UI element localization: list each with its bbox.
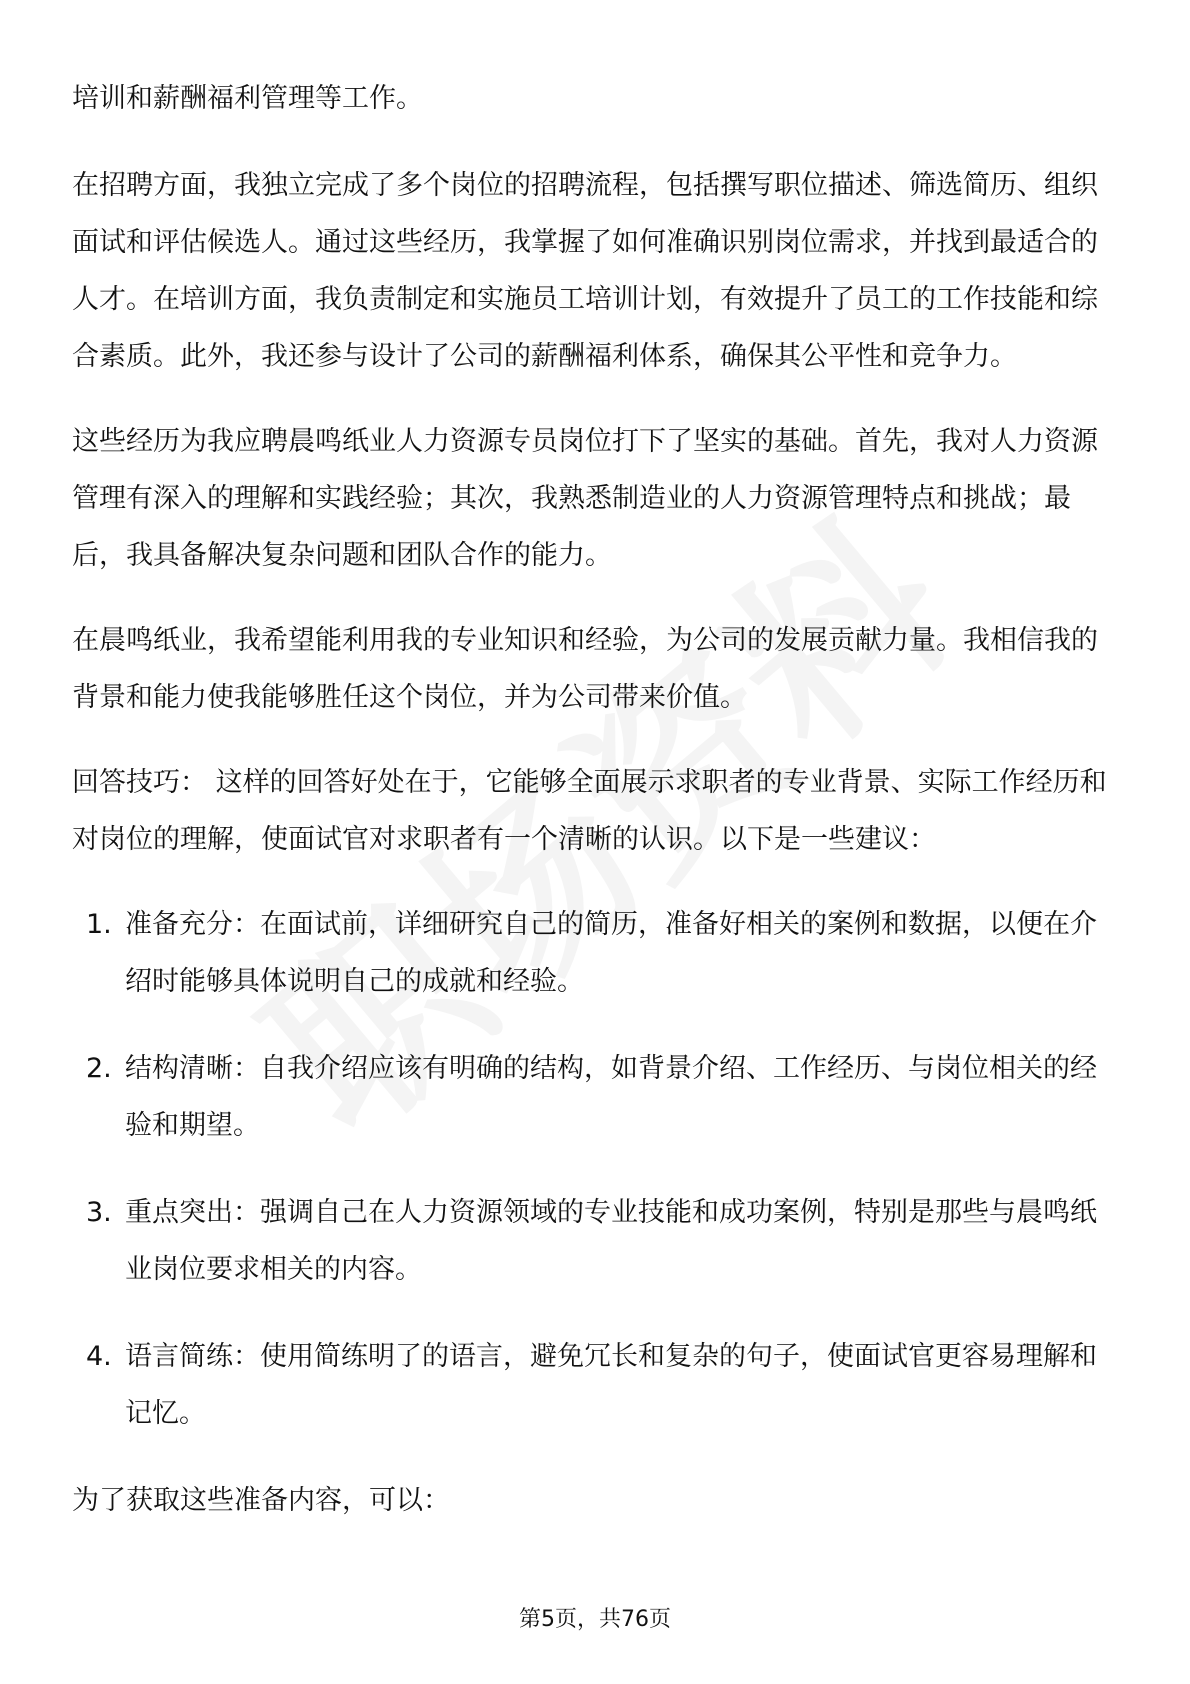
list-item: [72, 1328, 1122, 1442]
paragraph: 培训和薪酬福利管理等工作。: [72, 83, 423, 114]
list-item: [72, 896, 1122, 1010]
list-item-text: 重点突出：强调自己在人力资源领域的专业技能和成功案例，特别是那些与晨鸣纸业岗位要求相关的内容。: [125, 1197, 1097, 1285]
closing-line: 为了获取这些准备内容，可以：: [72, 1485, 450, 1516]
paragraph: 在晨鸣纸业，我希望能利用我的专业知识和经验，为公司的发展贡献力量。我相信我的背景和能力使我能够胜任这个岗位，并为公司带来价值。: [72, 625, 1098, 713]
list-number: 1.: [86, 909, 112, 940]
list-number: 3.: [86, 1197, 112, 1228]
list-number: 2.: [86, 1053, 112, 1084]
list-item-text: 语言简练：使用简练明了的语言，避免冗长和复杂的句子，使面试官更容易理解和记忆。: [125, 1341, 1097, 1429]
list-item: [72, 1040, 1122, 1154]
document-body: [72, 70, 1122, 1557]
paragraph: 在招聘方面，我独立完成了多个岗位的招聘流程，包括撰写职位描述、筛选简历、组织面试和评估候选人。通过这些经历，我掌握了如何准确识别岗位需求，并找到最适合的人才。在培训方面，我负责制定和实施员工培训计划，有效提升了员工的工作技能和综合素质。此外，我还参与设计了公司的薪酬福利体系，确保其公平性和竞争力。: [72, 170, 1098, 372]
list-item-text: 结构清晰：自我介绍应该有明确的结构，如背景介绍、工作经历、与岗位相关的经验和期望。: [125, 1053, 1097, 1141]
list-number: 4.: [86, 1341, 112, 1372]
page-number: 第5页，共76页: [519, 1607, 671, 1632]
answer-tips-intro: 回答技巧： 这样的回答好处在于，它能够全面展示求职者的专业背景、实际工作经历和对岗位的理解，使面试官对求职者有一个清晰的认识。以下是一些建议：: [72, 767, 1107, 855]
list-item-text: 准备充分：在面试前，详细研究自己的简历，准备好相关的案例和数据，以便在介绍时能够具体说明自己的成就和经验。: [125, 909, 1097, 997]
tips-list: [72, 896, 1122, 1442]
paragraph: 这些经历为我应聘晨鸣纸业人力资源专员岗位打下了坚实的基础。首先，我对人力资源管理有深入的理解和实践经验；其次，我熟悉制造业的人力资源管理特点和挑战；最后，我具备解决复杂问题和团队合作的能力。: [72, 426, 1098, 571]
list-item: [72, 1184, 1122, 1298]
